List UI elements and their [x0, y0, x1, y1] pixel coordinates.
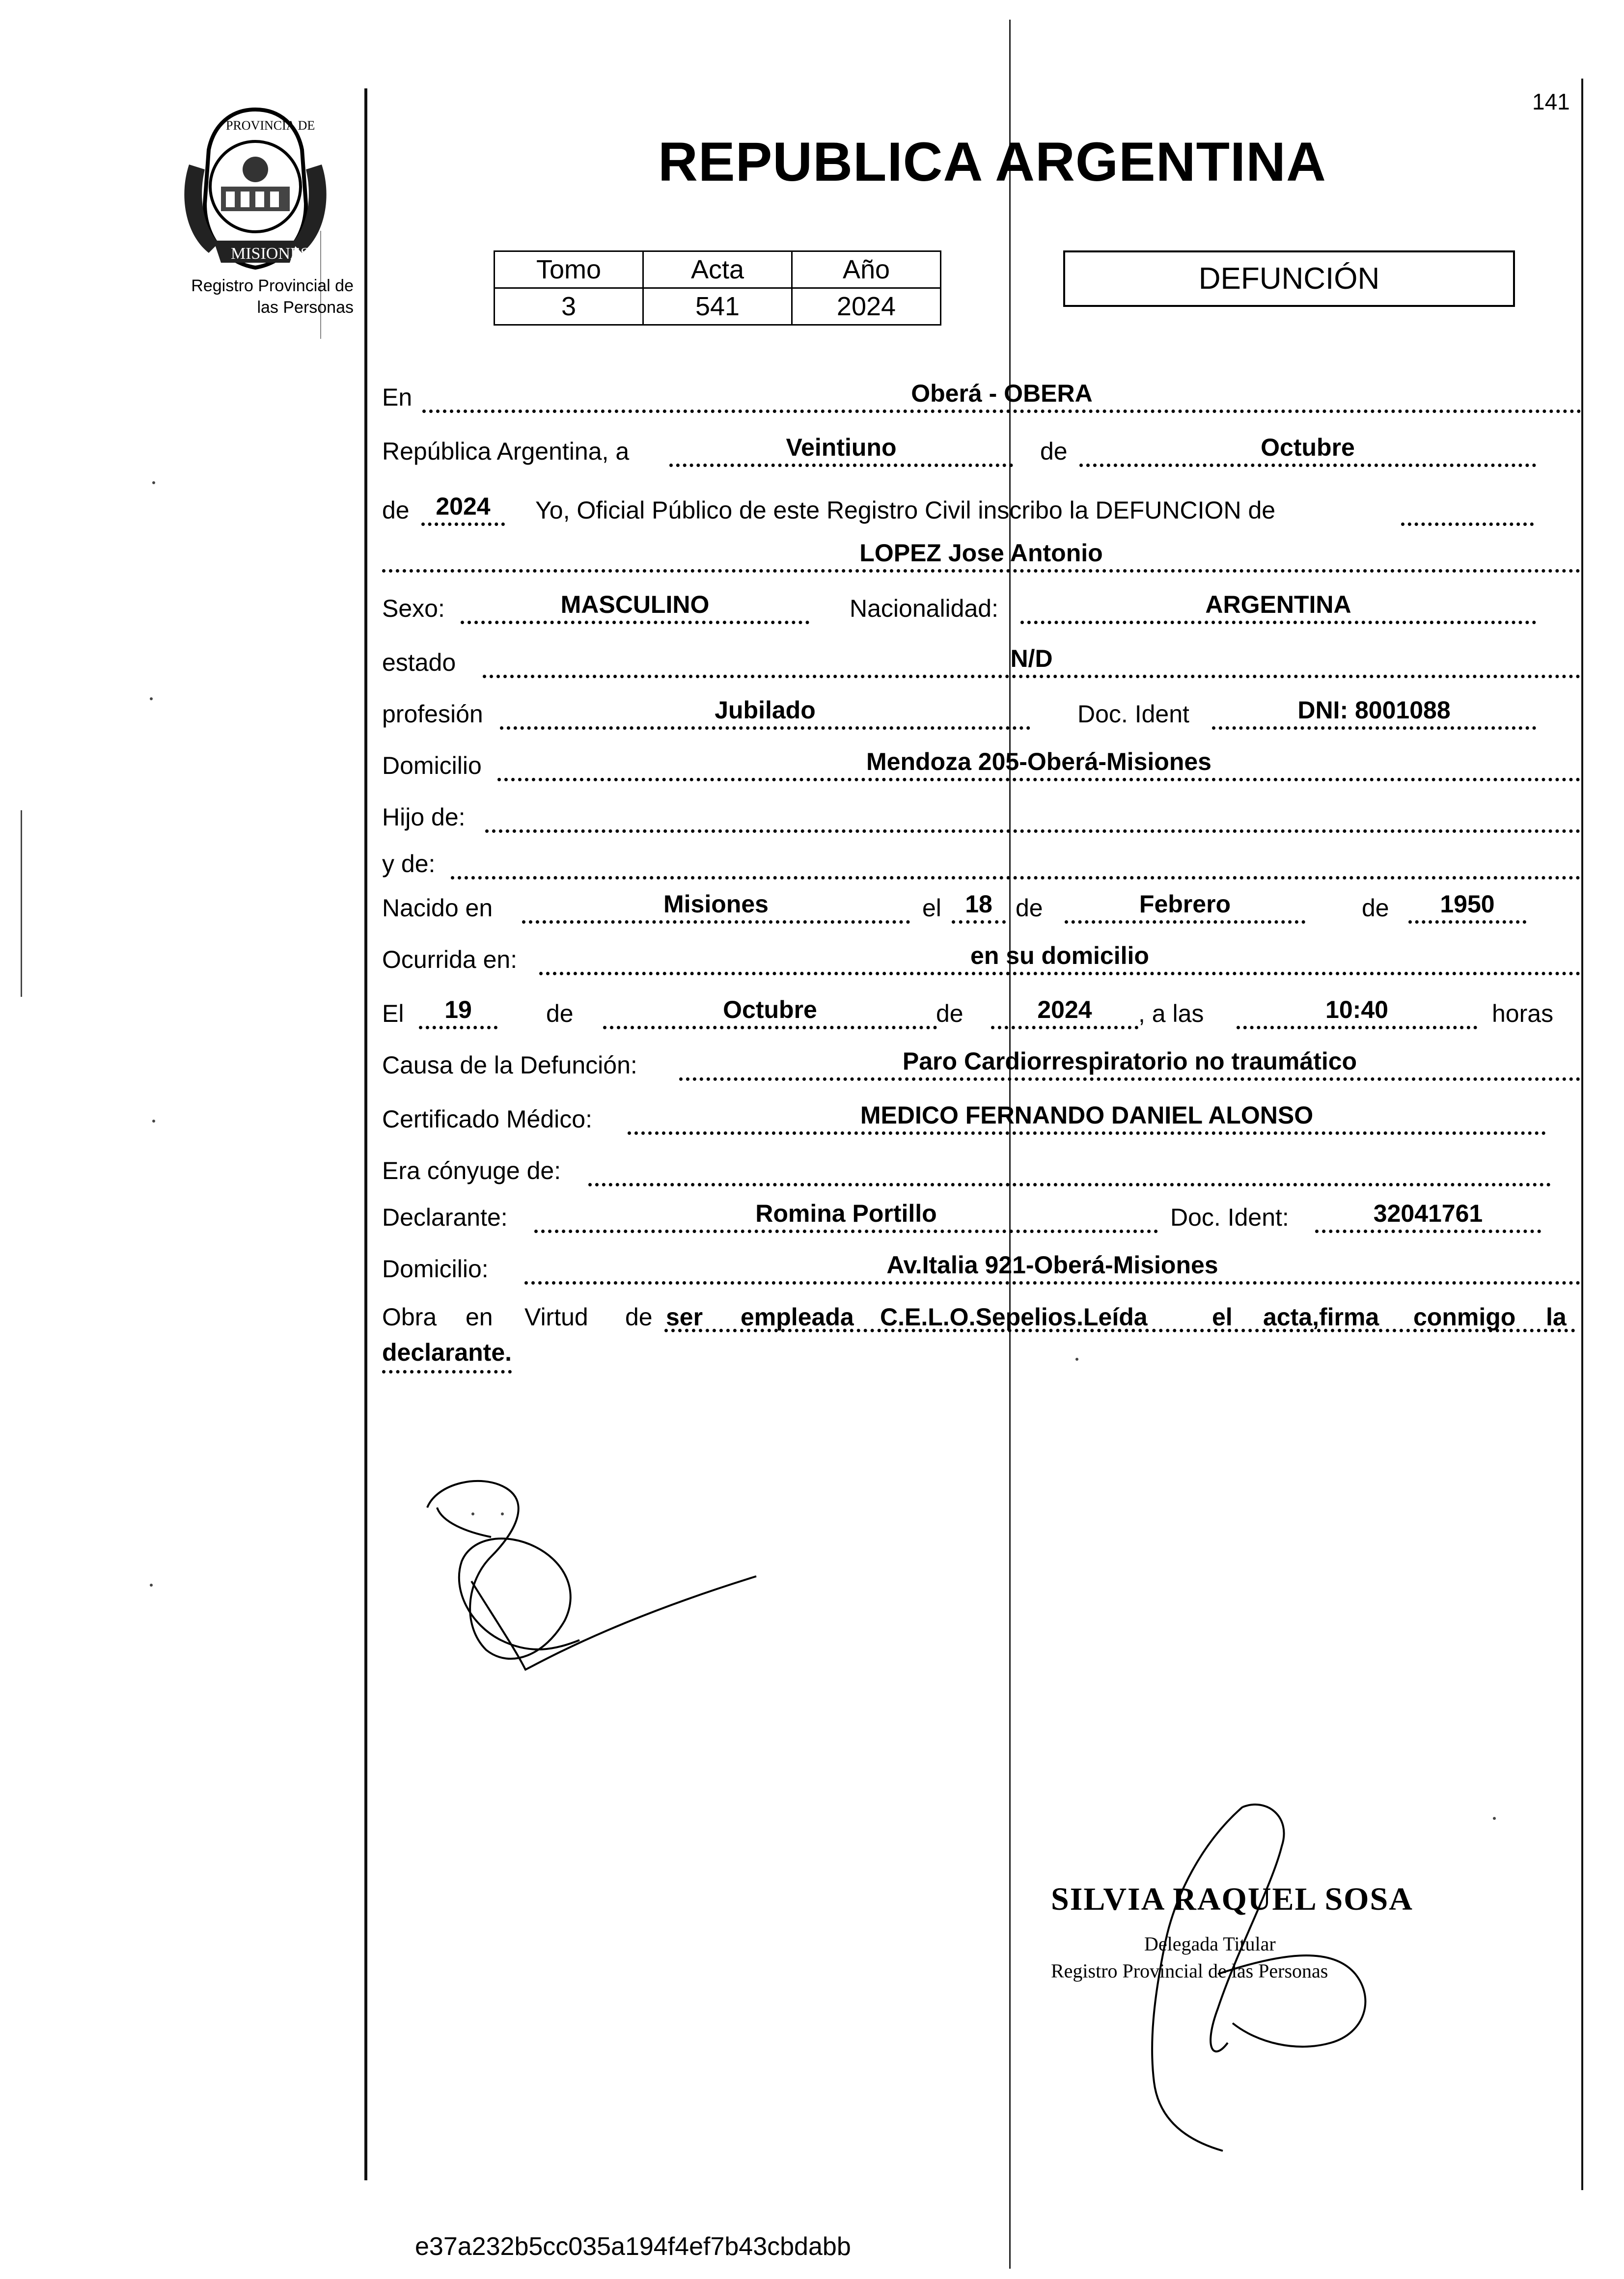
- dotted-line: [1315, 1230, 1541, 1233]
- issuer-name: [147, 275, 354, 318]
- row-place: [382, 378, 1580, 417]
- registrar-role: Delegada Titular: [1144, 1933, 1276, 1955]
- value-profesion: Jubilado: [715, 696, 816, 724]
- reference-table-value-row: [495, 288, 941, 325]
- label-declarante-domicilio: Domicilio:: [382, 1255, 489, 1283]
- value-death-month: Octubre: [723, 996, 817, 1023]
- obra-value-word: ser: [666, 1303, 703, 1331]
- label-de: de: [1040, 438, 1068, 465]
- issuer-line-1: Registro Provincial de: [191, 276, 354, 295]
- obra-value-word: la: [1546, 1303, 1567, 1331]
- dotted-line: [628, 1131, 1546, 1135]
- value-day-words: Veintiuno: [786, 434, 897, 461]
- label-declarante: Declarante:: [382, 1204, 508, 1231]
- row-profession: [382, 695, 1580, 734]
- dotted-line: [485, 829, 1580, 833]
- dotted-line: [522, 920, 910, 924]
- emblem-text-top: PROVINCIA DE: [226, 118, 315, 133]
- label-el: el: [922, 894, 941, 922]
- dotted-line: [991, 1026, 1138, 1029]
- label-estado: estado: [382, 649, 456, 676]
- label-death-de-2: de: [936, 1000, 963, 1027]
- row-birth: [382, 889, 1580, 928]
- label-declarante-doc: Doc. Ident:: [1170, 1204, 1289, 1231]
- dotted-line: [1408, 920, 1526, 924]
- label-domicilio: Domicilio: [382, 752, 482, 779]
- registrar-office: Registro Provincial de las Personas: [1051, 1960, 1328, 1982]
- value-sexo: MASCULINO: [560, 591, 710, 618]
- dotted-line: [1020, 621, 1536, 624]
- dotted-line: [421, 522, 505, 526]
- label-conyuge: Era cónyuge de:: [382, 1157, 561, 1184]
- value-doc-ident: DNI: 8001088: [1297, 696, 1451, 724]
- row-date: [382, 432, 1580, 471]
- statement-text: Yo, Oficial Público de este Registro Civil inscribo la DEFUNCION de: [535, 496, 1276, 524]
- scan-speck: [152, 1120, 155, 1123]
- row-conyuge: [382, 1152, 1580, 1191]
- value-ocurrida: en su domicilio: [970, 942, 1149, 969]
- obra-value-word: acta,firma: [1263, 1303, 1379, 1331]
- label-yde: y de:: [382, 850, 436, 878]
- label-doc-ident: Doc. Ident: [1077, 700, 1189, 728]
- obra-value-word: empleada: [741, 1303, 854, 1331]
- reference-header-tomo: Tomo: [495, 251, 643, 288]
- value-death-year: 2024: [1037, 996, 1092, 1023]
- row-declarante-domicilio: [382, 1250, 1580, 1289]
- dotted-line: [952, 920, 1006, 924]
- value-birth-month: Febrero: [1139, 890, 1231, 918]
- value-estado: N/D: [1010, 645, 1053, 672]
- row-certificado: [382, 1100, 1580, 1139]
- row-declarante: [382, 1198, 1580, 1237]
- row-deceased-name: [382, 538, 1580, 577]
- dotted-line: [588, 1183, 1551, 1186]
- label-nacido: Nacido en: [382, 894, 493, 922]
- label-republica: República Argentina, a: [382, 438, 630, 465]
- dotted-line: [539, 972, 1580, 975]
- dotted-line: [500, 726, 1030, 730]
- value-declarante: Romina Portillo: [755, 1200, 937, 1227]
- document-hash: e37a232b5cc035a194f4ef7b43cbdabb: [415, 2232, 851, 2261]
- obra-word: Virtud: [524, 1303, 588, 1331]
- value-death-time: 10:40: [1325, 996, 1388, 1023]
- value-nacido: Misiones: [663, 890, 769, 918]
- label-a-las: , a las: [1138, 1000, 1204, 1027]
- dotted-line: [1079, 464, 1536, 467]
- label-death-de-1: de: [546, 1000, 574, 1027]
- row-yde: [382, 845, 1580, 884]
- obra-value-line-2: declarante.: [382, 1335, 512, 1373]
- value-death-day: 19: [444, 996, 472, 1023]
- reference-table: [494, 250, 941, 326]
- row-sex-nationality: [382, 589, 1580, 629]
- scan-speck: [152, 481, 155, 484]
- value-birth-day: 18: [965, 890, 992, 918]
- value-year: 2024: [436, 493, 491, 520]
- scan-mark: [21, 810, 22, 997]
- dotted-line: [534, 1230, 1158, 1233]
- value-birth-year: 1950: [1440, 890, 1495, 918]
- label-horas: horas: [1492, 1000, 1554, 1027]
- dotted-line: [497, 778, 1580, 781]
- dotted-line: [669, 464, 1013, 467]
- dotted-line: [603, 1026, 937, 1029]
- dotted-line: [461, 621, 809, 624]
- right-page-edge: [1581, 79, 1583, 2190]
- row-statement: [382, 491, 1580, 530]
- row-causa: [382, 1046, 1580, 1085]
- value-declarante-domicilio: Av.Italia 921-Oberá-Misiones: [886, 1251, 1218, 1279]
- dotted-line: [451, 876, 1580, 879]
- scan-speck: [150, 697, 153, 700]
- value-nacionalidad: ARGENTINA: [1205, 591, 1351, 618]
- value-causa: Paro Cardiorrespiratorio no traumático: [902, 1047, 1357, 1075]
- declarant-signature: [417, 1463, 786, 1709]
- emblem-text-bottom: MISIONES: [231, 245, 310, 263]
- province-emblem: [174, 106, 336, 273]
- obra-value-word: conmigo: [1413, 1303, 1516, 1331]
- scan-speck: [1075, 1358, 1078, 1361]
- dotted-line: [1401, 522, 1534, 526]
- scan-speck: [471, 1512, 474, 1515]
- obra-word: en: [466, 1303, 493, 1331]
- obra-value-word: C.E.L.O.Sepelios.Leída: [880, 1303, 1148, 1331]
- label-profesion: profesión: [382, 700, 483, 728]
- document-title: REPUBLICA ARGENTINA: [658, 131, 1326, 192]
- obra-value-word: el: [1212, 1303, 1233, 1331]
- left-margin-line: [364, 88, 367, 2180]
- row-estado: [382, 643, 1580, 683]
- label-en: En: [382, 384, 413, 411]
- row-death-date: [382, 994, 1580, 1034]
- dotted-line: [679, 1077, 1580, 1081]
- reference-value-acta: 541: [643, 288, 792, 325]
- value-deceased-name: LOPEZ Jose Antonio: [859, 539, 1103, 567]
- label-certificado: Certificado Médico:: [382, 1105, 592, 1133]
- dotted-line: [382, 569, 1580, 573]
- label-nacionalidad: Nacionalidad:: [850, 595, 998, 622]
- row-domicilio: [382, 746, 1580, 786]
- label-birth-de-1: de: [1016, 894, 1043, 922]
- label-causa: Causa de la Defunción:: [382, 1051, 637, 1079]
- scan-speck: [150, 1584, 153, 1587]
- value-declarante-doc: 32041761: [1373, 1200, 1483, 1227]
- reference-table-header-row: [495, 251, 941, 288]
- value-place: Oberá - OBERA: [911, 380, 1093, 407]
- dotted-line: [1237, 1026, 1477, 1029]
- value-month: Octubre: [1261, 434, 1355, 461]
- row-hijo: [382, 798, 1580, 837]
- label-year-prefix: de: [382, 496, 410, 524]
- obra-word: Obra: [382, 1303, 437, 1331]
- scan-speck: [501, 1512, 504, 1515]
- registrar-name: SILVIA RAQUEL SOSA: [1051, 1881, 1413, 1917]
- label-hijo: Hijo de:: [382, 803, 466, 831]
- dotted-line: [419, 1026, 497, 1029]
- label-birth-de-2: de: [1362, 894, 1389, 922]
- reference-value-tomo: 3: [495, 288, 643, 325]
- scan-speck: [1493, 1817, 1496, 1820]
- dotted-line: [1065, 920, 1305, 924]
- label-sexo: Sexo:: [382, 595, 445, 622]
- value-certificado: MEDICO FERNANDO DANIEL ALONSO: [860, 1101, 1314, 1129]
- label-ocurrida: Ocurrida en:: [382, 946, 518, 973]
- page-number: 141: [1532, 89, 1570, 114]
- act-type-box: DEFUNCIÓN: [1063, 250, 1515, 307]
- dotted-line: [524, 1281, 1580, 1285]
- value-domicilio: Mendoza 205-Oberá-Misiones: [866, 748, 1211, 775]
- row-ocurrida: [382, 940, 1580, 980]
- dotted-line: [483, 675, 1580, 678]
- reference-header-ano: Año: [792, 251, 941, 288]
- obra-word: de: [625, 1303, 653, 1331]
- page-fold-line: [1009, 20, 1011, 2269]
- issuer-line-2: las Personas: [257, 298, 354, 317]
- label-death-el: El: [382, 1000, 404, 1027]
- reference-header-acta: Acta: [643, 251, 792, 288]
- reference-value-ano: 2024: [792, 288, 941, 325]
- dotted-line: [1212, 726, 1536, 730]
- dotted-line: [422, 410, 1581, 413]
